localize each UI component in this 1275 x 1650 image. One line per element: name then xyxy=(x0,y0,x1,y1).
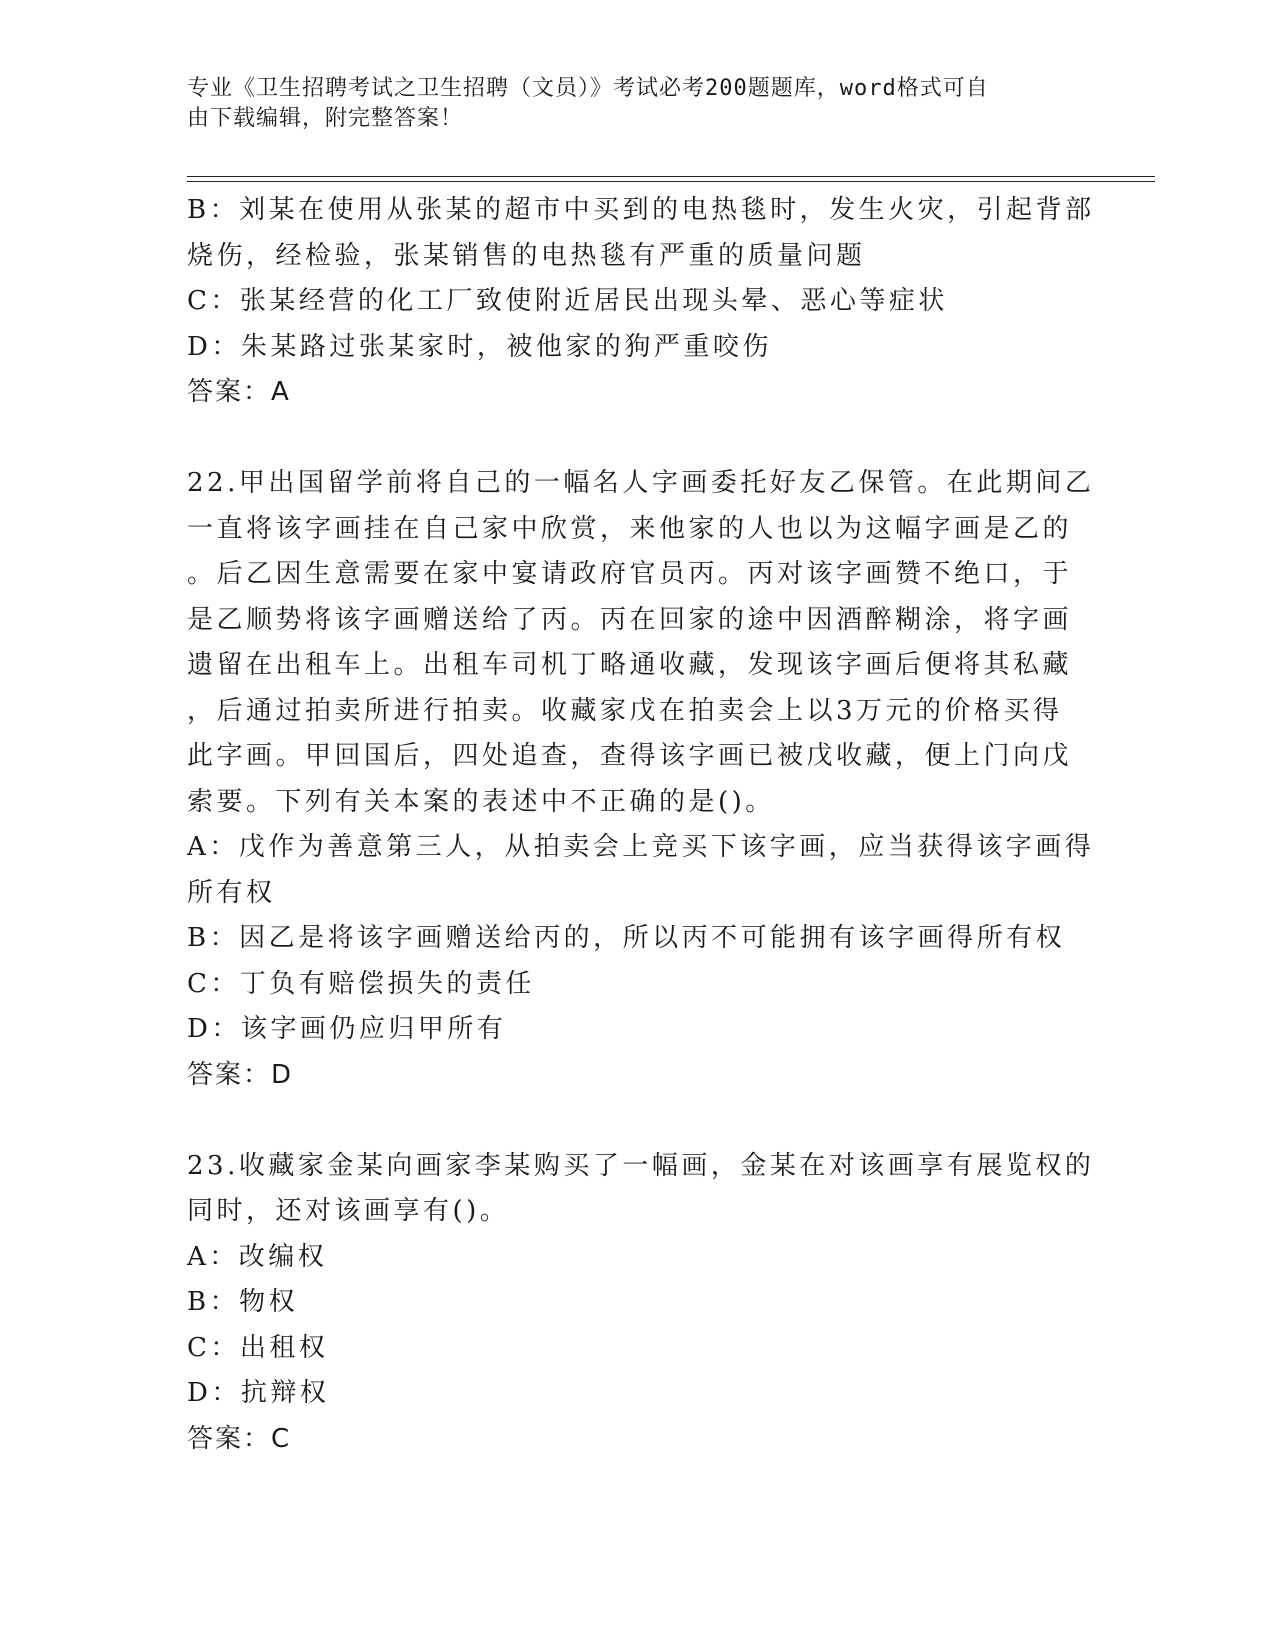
option-a: A：改编权 xyxy=(187,1241,328,1272)
header-line-1: 专业《卫生招聘考试之卫生招聘（文员）》考试必考200题题库，word格式可自 xyxy=(187,76,989,101)
option-c: C：丁负有赔偿损失的责任 xyxy=(187,968,535,999)
question-stem-line: 同时，还对该画享有()。 xyxy=(187,1196,510,1226)
header-rule-top xyxy=(187,176,1155,177)
spacer xyxy=(187,1098,1087,1144)
question-23 xyxy=(187,1144,1095,1463)
option-d: D：该字画仍应归甲所有 xyxy=(187,1014,507,1044)
option-b-line-1: B：刘某在使用从张某的超市中买到的电热毯时，发生火灾，引起背部 xyxy=(187,195,1095,225)
document-body xyxy=(187,188,1095,1462)
option-d: D：朱某路过张某家时，被他家的狗严重咬伤 xyxy=(187,331,772,362)
question-stem-line: 遗留在出租车上。出租车司机丁略通收藏，发现该字画后便将其私藏 xyxy=(187,650,1073,680)
question-stem-line: 。后乙因生意需要在家中宴请政府官员丙。丙对该字画赞不绝口，于 xyxy=(187,559,1073,589)
option-b: B：因乙是将该字画赠送给丙的，所以丙不可能拥有该字画得所有权 xyxy=(187,923,1066,953)
option-d: D：抗辩权 xyxy=(187,1378,330,1408)
question-stem-line: ，后通过拍卖所进行拍卖。收藏家戊在拍卖会上以3万元的价格买得 xyxy=(187,695,1063,726)
question-stem-line: 此字画。甲回国后，四处追查，查得该字画已被戊收藏，便上门向戊 xyxy=(187,741,1073,771)
answer: 答案：D xyxy=(187,1059,294,1090)
question-stem-line: 一直将该字画挂在自己家中欣赏，来他家的人也以为这幅字画是乙的 xyxy=(187,513,1073,544)
question-21-tail xyxy=(187,188,1095,416)
question-stem-line: 索要。下列有关本案的表述中不正确的是()。 xyxy=(187,786,775,817)
option-c: C：张某经营的化工厂致使附近居民出现头晕、恶心等症状 xyxy=(187,286,948,316)
spacer xyxy=(187,416,1087,462)
answer: 答案：A xyxy=(187,377,291,407)
option-c: C：出租权 xyxy=(187,1332,329,1363)
option-a-line-2: 所有权 xyxy=(187,877,276,908)
question-stem-line: 22.甲出国留学前将自己的一幅名人字画委托好友乙保管。在此期间乙 xyxy=(187,468,1095,498)
question-stem-line: 23.收藏家金某向画家李某购买了一幅画，金某在对该画享有展览权的 xyxy=(187,1150,1095,1181)
option-b-line-2: 烧伤，经检验，张某销售的电热毯有严重的质量问题 xyxy=(187,240,866,271)
header-line-2: 由下载编辑，附完整答案！ xyxy=(187,106,464,131)
header-rule-bottom xyxy=(187,181,1155,182)
question-22 xyxy=(187,461,1095,1098)
document-header xyxy=(187,74,1067,134)
answer: 答案：C xyxy=(187,1423,292,1454)
question-stem-line: 是乙顺势将该字画赠送给了丙。丙在回家的途中因酒醉糊涂，将字画 xyxy=(187,604,1073,635)
option-b: B：物权 xyxy=(187,1287,299,1317)
option-a-line-1: A：戊作为善意第三人，从拍卖会上竞买下该字画，应当获得该字画得 xyxy=(187,832,1095,862)
